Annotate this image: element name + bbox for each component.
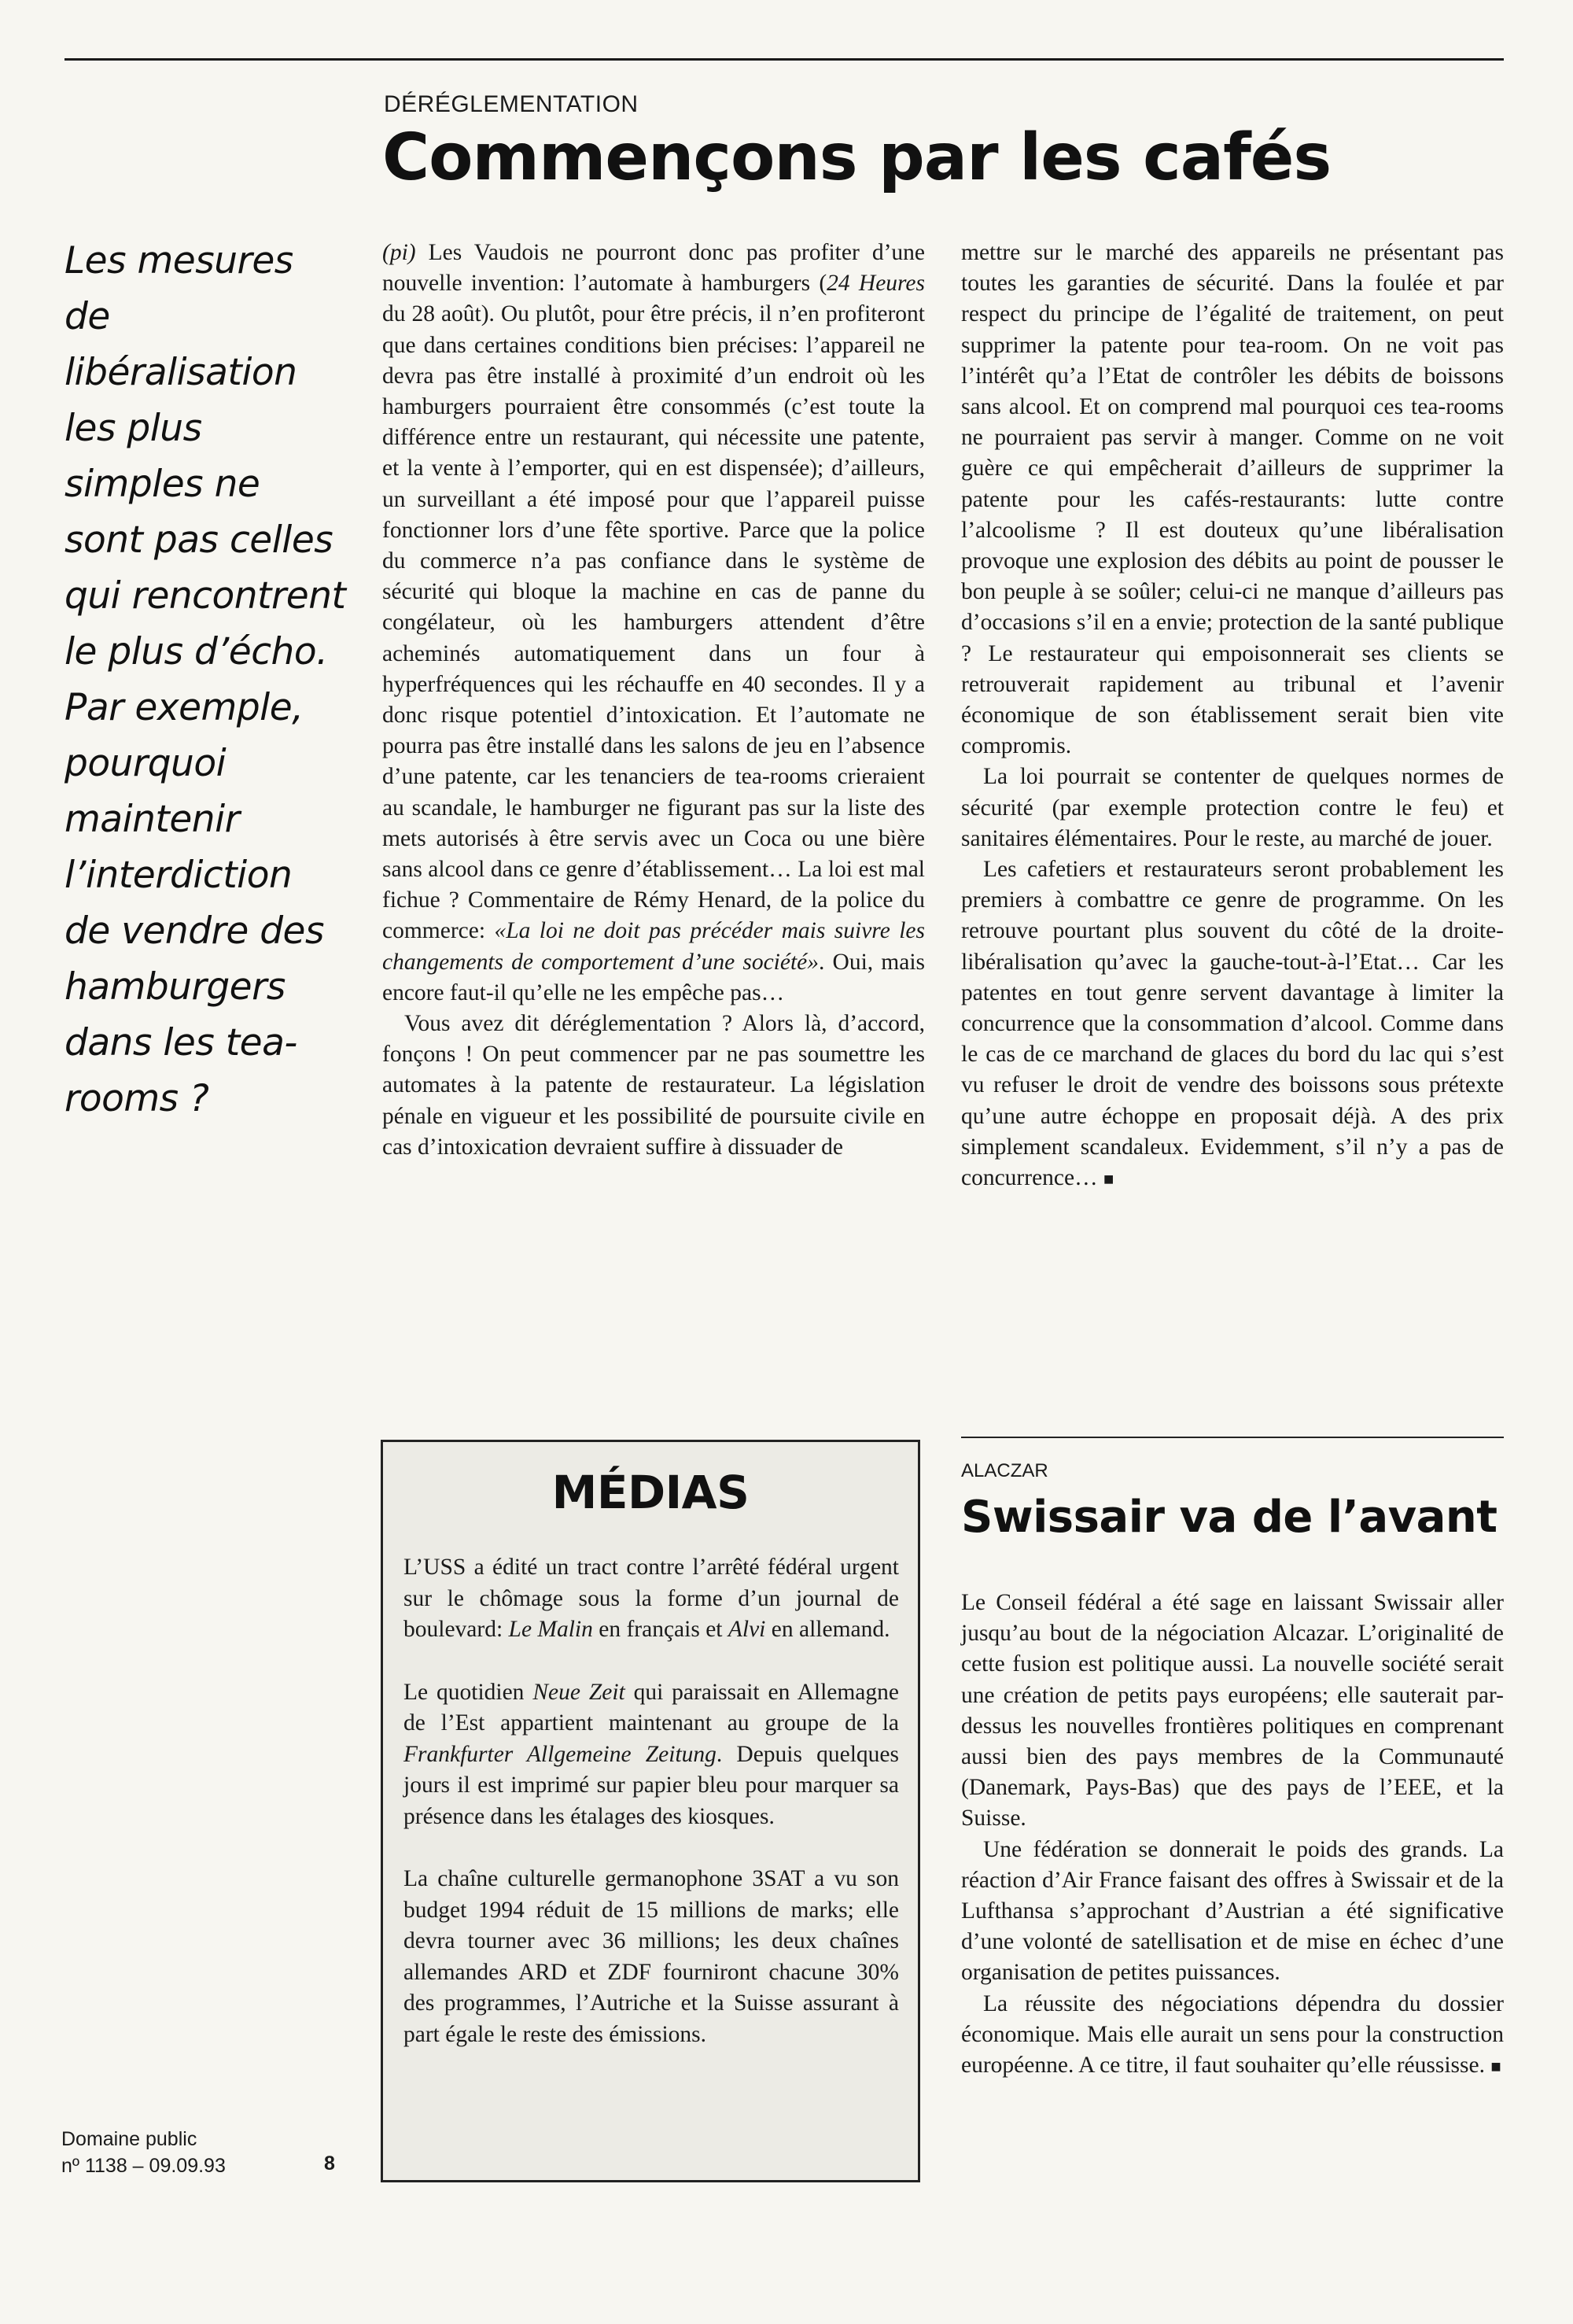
medias-item	[403, 1552, 899, 1646]
end-mark: ■	[1490, 2057, 1501, 2077]
medias-item	[403, 1677, 899, 1833]
article-paragraph: Une fédération se donnerait le poids des grands. La réaction d’Air France faisant des offres à Swissair et de la Lufthansa s’approchant d’Austrian a été significative d’une volonté de satellisation et de mise en échec d’une organisation de petites puissances.	[961, 1836, 1504, 1986]
page-number: 8	[324, 2152, 335, 2175]
article-column-1	[382, 238, 925, 1163]
text-run: La réussite des négociations dépendra du dossier économique. Mais elle aurait un sens pour la construction européenne. A ce titre, il faut souhaiter qu’elle réussisse.	[961, 1990, 1504, 2079]
text-run: . Depuis quelques jours il est imprimé sur papier bleu pour marquer sa présence dans les étalages des kiosques.	[403, 1741, 899, 1829]
article-column-2	[961, 238, 1504, 1194]
article-paragraph: Le Conseil fédéral a été sage en laissant Swissair aller jusqu’au bout de la négociation Alcazar. L’originalité de cette fusion est politique aussi. La nouvelle société serait une création de petits pays européens; elle sauterait par-dessus les nouvelles frontières politiques en comprenant aussi bien des pays membres de la Communauté (Danemark, Pays-Bas) que des pays de l’EEE, et la Suisse.	[961, 1590, 1504, 1832]
issue-number: nº 1138 – 09.09.93	[61, 2155, 226, 2177]
article-paragraph	[382, 238, 925, 1009]
article-paragraph	[961, 854, 1504, 1194]
medias-box	[381, 1440, 920, 2182]
medias-item: La chaîne culturelle germanophone 3SAT a vu son budget 1994 réduit de 15 millions de marks; elle devra tourner avec 36 millions; les deux chaînes allemandes ARD et ZDF fourniront chacune 30% des programmes, l’Autriche et la Suisse assurant à part égale le reste des émissions.	[403, 1866, 899, 2047]
article-paragraph: Vous avez dit déréglementation ? Alors là, d’accord, fonçons ! On peut commencer par ne pas soumettre les automates à la patente de restaurateur. La législation pénale en vigueur et les possibilité de poursuite civile en cas d’intoxication devraient suffire à dissuader de	[382, 1011, 925, 1160]
article-paragraph: mettre sur le marché des appareils ne présentant pas toutes les garanties de sécurité. Dans la foulée et par respect du principe de l’égalité de traitement, on peut supprimer la patente pour tea-room. On ne voit pas l’intérêt qu’a l’Etat de contrôler les débits de boissons sans alcool. Et on comprend mal pourquoi ces tea-rooms ne pourraient pas servir à manger. Comme on ne voit guère ce qui empêcherait d’ailleurs de supprimer la patente pour les cafés-restaurants: lutte contre l’alcoolisme ? Il est douteux qu’une libéralisation provoque une explosion des débits au point de pousser le bon peuple à se soûler; celui-ci ne manque d’ailleurs pas d’occasions s’il en a envie; protection de la santé publique ? Le restaurateur qui empoisonnerait ses clients se retrouverait rapidement au tribunal et l’avenir économique de son établissement serait bien vite compromis.	[961, 240, 1504, 759]
medias-title: MÉDIAS	[551, 1466, 750, 1519]
text-run: en allemand.	[765, 1617, 890, 1642]
alcazar-column	[961, 1588, 1504, 2082]
text-run: Les Vaudois ne pourront donc pas profiter d’une nouvelle invention: l’automate à hamburgers (	[382, 240, 925, 297]
article-title: Commençons par les cafés	[382, 120, 1332, 195]
text-run: du 28 août). Ou plutôt, pour être précis, il n’en profiteront que dans certaines conditions bien précises: l’appareil ne devra pas être installé à proximité d’un endroit où les hamburgers pourraient être consommés (c’est toute la différence entre un restaurant, qui nécessite une patente, et la vente à l’emporter, qui en est dispensée); d’ailleurs, un surveillant a été imposé pour que l’appareil puisse fonctionner lors d’une fête sportive. Parce que la police du commerce n’a pas confiance dans le système de sécurité qui bloque la machine en cas de panne du congélateur, où les hamburgers attendent d’être acheminés automatiquement dans un four à hyperfréquences qui les réchauffe en 40 secondes. Il y a donc risque potentiel d’intoxication. Et l’automate ne pourra pas être installé dans les salons de jeu en l’absence d’une patente, car les tenanciers de tea-rooms crieraient au scandale, le hamburger ne figurant pas sur la liste des mets autorisés à être servis avec un Coca ou une bière sans alcool dans ce genre d’établissement… La loi est mal fichue ? Commentaire de Rémy Henard, de la police du commerce:	[382, 301, 925, 944]
publication-title: Frankfurter Allgemeine Zeitung	[403, 1741, 717, 1767]
text-run: Les cafetiers et restaurateurs seront probablement les premiers à combattre ce genre de programme. On les retrouve pourtant plus souvent du côté de la droite-libéralisation qu’avec la gauche-tout-à-l’Etat… Car les patentes en tout genre servent davantage à limiter la concurrence que la consommation d’alcool. Comme dans le cas de ce marchand de glaces du bord du lac qui s’est vu refuser le droit de vendre des boissons sous prétexte qu’une autre échoppe en proposait déjà. A des prix simplement scandaleux. Evidemment, s’il n’y a pas de concurrence…	[961, 857, 1504, 1191]
publication-title: Alvi	[728, 1617, 766, 1642]
publication-title: Neue Zeit	[532, 1679, 625, 1705]
text-run: Le quotidien	[403, 1679, 533, 1705]
author-initials: (pi)	[382, 240, 416, 265]
article-paragraph	[961, 1989, 1504, 2082]
footer-publication	[61, 2126, 226, 2179]
publication-name: Domaine public	[61, 2128, 197, 2150]
text-run: en français et	[592, 1617, 728, 1642]
publication-title: Le Malin	[508, 1617, 593, 1642]
quotation: «La loi ne doit pas précéder mais suivre les changements de comportement d’une société»	[382, 918, 925, 975]
alcazar-rule	[961, 1437, 1504, 1438]
source-title: 24 Heures	[827, 271, 925, 297]
text-run: qui paraissait en Allemagne de l’Est appartient maintenant au groupe de la	[403, 1679, 899, 1736]
pull-quote: Les mesures de libéralisation les plus simples ne sont pas celles qui rencontrent le plus d’écho. Par exemple, pourquoi maintenir l’interdiction de vendre des hamburgers dans les tea-rooms ?	[64, 239, 346, 1120]
article-kicker: DÉRÉGLEMENTATION	[384, 91, 639, 117]
alcazar-kicker: ALACZAR	[961, 1460, 1048, 1481]
text-run: L’USS a édité un tract contre l’arrêté fédéral urgent sur le chômage sous la forme d’un journal de boulevard:	[403, 1555, 899, 1642]
text-run: . Oui, mais encore faut-il qu’elle ne les empêche pas…	[382, 949, 925, 1005]
alcazar-title: Swissair va de l’avant	[961, 1492, 1497, 1543]
article-paragraph: La loi pourrait se contenter de quelques normes de sécurité (par exemple protection contre le feu) et sanitaires élémentaires. Pour le reste, au marché de jouer.	[961, 764, 1504, 851]
medias-text	[403, 1552, 899, 2082]
top-rule	[64, 58, 1504, 61]
end-mark: ■	[1103, 1169, 1114, 1190]
